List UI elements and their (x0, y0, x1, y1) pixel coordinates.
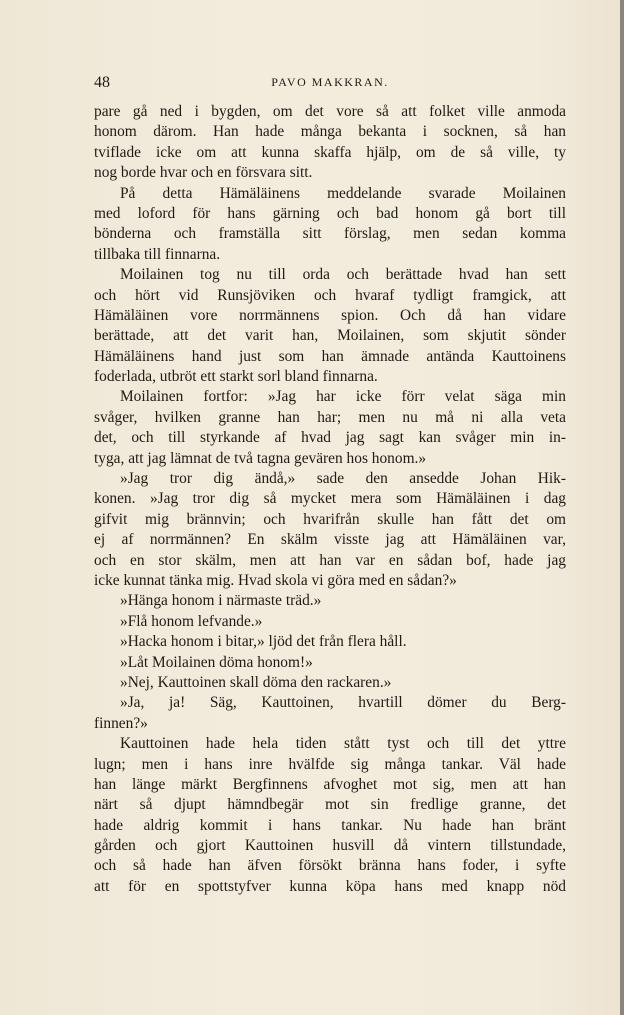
text-line: gården och gjort Kauttoinen husvill då vintern tillstundade, (94, 837, 566, 855)
paragraph-start-line: Moilainen fortfor: »Jag har icke förr velat säga min (120, 388, 566, 406)
text-line: honom därom. Han hade många bekanta i socknen, så han (94, 123, 566, 141)
text-line: bönderna och framställa sitt förslag, men sedan komma (94, 225, 566, 243)
text-line: och hört vid Runsjöviken och hvaraf tydligt framgick, att (94, 286, 566, 304)
text-line: lugn; men i hans inre hvälfde sig många tankar. Väl hade (94, 755, 566, 773)
page-header (94, 74, 566, 96)
paragraph-start-line: Kauttoinen hade hela tiden stått tyst och till det yttre (120, 735, 566, 753)
text-line: Hämäläinens hand just som han ämnade antända Kauttoinens (94, 347, 566, 365)
text-line: pare gå ned i bygden, om det vore så att folket ville anmoda (94, 103, 566, 120)
text-line: gifvit mig brännvin; och hvarifrån skulle han fått det om (94, 510, 566, 528)
text-line: nog borde hvar och en försvara sitt. (94, 164, 313, 182)
text-line: icke kunnat tänka mig. Hvad skola vi göra med en sådan?» (94, 571, 457, 589)
text-line: tviflade icke om att kunna skaffa hjälp, om de så ville, ty (94, 143, 566, 161)
text-line: och så hade han äfven försökt bränna hans foder, i syfte (94, 857, 566, 875)
paragraph-start-line: »Hänga honom i närmaste träd.» (120, 592, 322, 610)
text-line: närt så djupt hämndbegär mot sin fredlige granne, det (94, 796, 566, 814)
page-edge (620, 0, 624, 1015)
text-line: hade aldrig kommit i hans tankar. Nu hade han bränt (94, 816, 566, 834)
paragraph-start-line: »Hacka honom i bitar,» ljöd det från flera håll. (120, 633, 407, 651)
text-line: tyga, att jag lämnat de två tagna gevären hos honom.» (94, 449, 427, 467)
paragraph-start-line: »Nej, Kauttoinen skall döma den rackaren.» (120, 673, 392, 691)
text-line: finnen?» (94, 714, 148, 732)
paragraph-start-line: »Låt Moilainen döma honom!» (120, 653, 313, 671)
text-line: han länge märkt Bergfinnens afvoghet mot sig, men att han (94, 775, 566, 793)
text-line: tillbaka till finnarna. (94, 245, 221, 263)
paragraph-start-line: På detta Hämäläinens meddelande svarade Moilainen (120, 184, 566, 202)
body-text (94, 102, 566, 897)
text-line: med loford för hans gärning och bad honom gå bort till (94, 204, 566, 222)
text-line: att för en spottstyfver kunna köpa hans med knapp nöd (94, 877, 566, 895)
text-line: foderlada, utbröt ett starkt sorl bland finnarna. (94, 368, 378, 386)
text-line: Hämäläinen vore norrmännens spion. Och då han vidare (94, 306, 566, 324)
text-line: och en stor skälm, men att han var en sådan bof, hade jag (94, 551, 566, 569)
text-line: det, och till styrkande af hvad jag sagt kan svåger min in- (94, 429, 566, 447)
paragraph-start-line: »Jag tror dig ändå,» sade den ansedde Johan Hik- (120, 470, 566, 488)
text-line: konen. »Jag tror dig så mycket mera som Hämäläinen i dag (94, 490, 566, 508)
text-line: berättade, att det varit han, Moilainen, som skjutit sönder (94, 327, 566, 345)
paragraph-start-line: »Ja, ja! Säg, Kauttoinen, hvartill dömer du Berg- (120, 694, 566, 712)
page-number: 48 (94, 74, 110, 91)
text-line: ej af norrmännen? En skälm visste jag att Hämäläinen var, (94, 531, 566, 549)
paragraph-start-line: »Flå honom lefvande.» (120, 612, 263, 630)
text-line: svåger, hvilken granne han har; men nu må ni alla veta (94, 408, 566, 426)
running-title: PAVO MAKKRAN. (271, 75, 389, 89)
paragraph-start-line: Moilainen tog nu till orda och berättade hvad han sett (120, 266, 566, 284)
